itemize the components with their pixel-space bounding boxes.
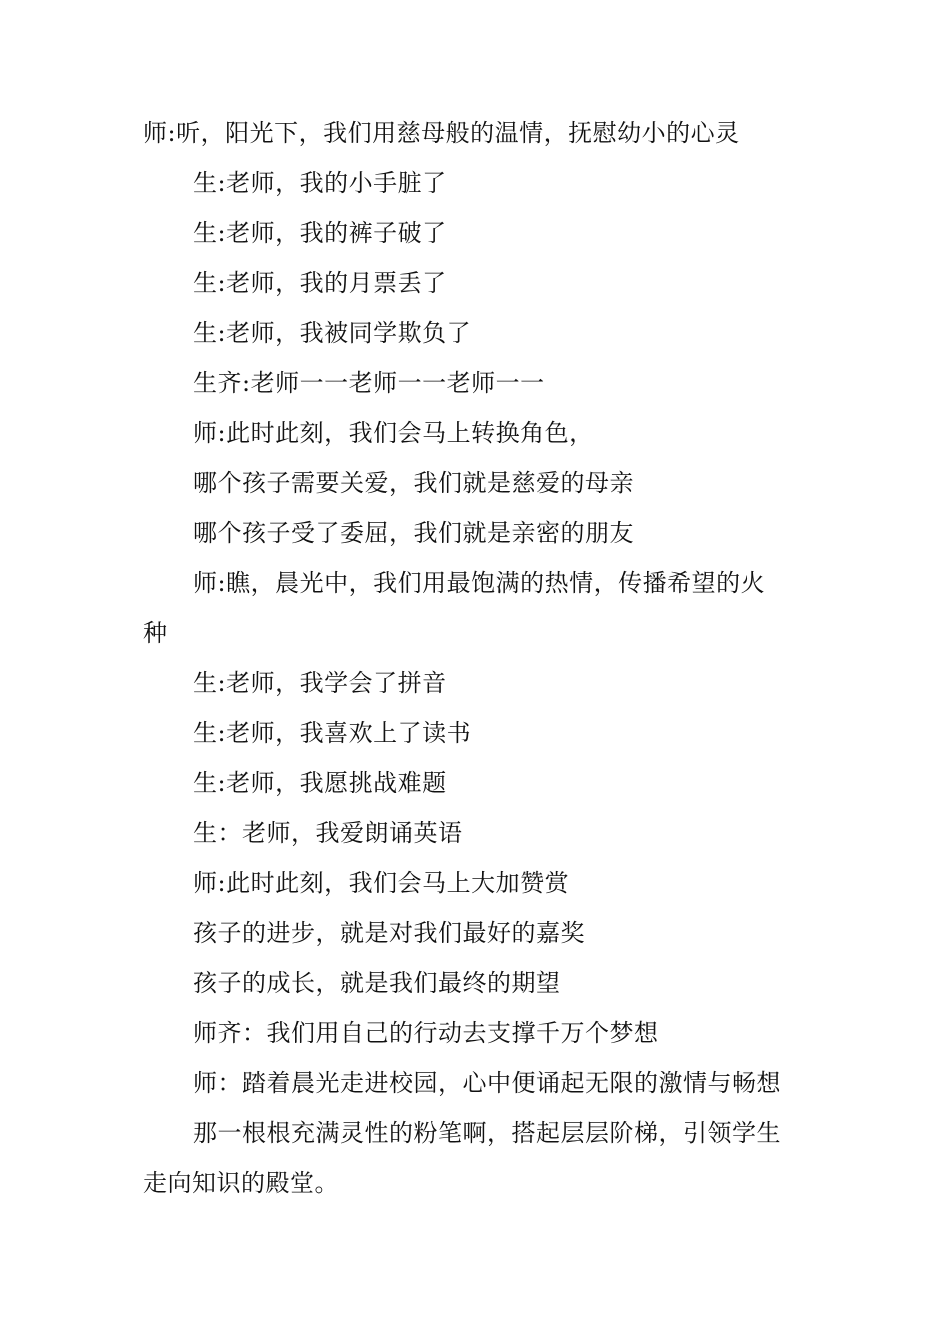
text-line-student: 生:老师，我被同学欺负了 xyxy=(193,319,472,347)
text-line: 哪个孩子需要关爱，我们就是慈爱的母亲 xyxy=(193,469,634,497)
text-line-student: 生:老师，我愿挑战难题 xyxy=(193,769,447,797)
document-body xyxy=(143,108,813,1208)
text-line: 那一根根充满灵性的粉笔啊，搭起层层阶梯，引领学生 xyxy=(193,1119,781,1147)
text-line-continuation: 走向知识的殿堂。 xyxy=(143,1169,339,1197)
text-line-teacher: 师：踏着晨光走进校园，心中便诵起无限的激情与畅想 xyxy=(193,1069,781,1097)
text-line-student: 生:老师，我的裤子破了 xyxy=(193,219,447,247)
text-line-teacher: 师:听，阳光下，我们用慈母般的温情，抚慰幼小的心灵 xyxy=(143,119,740,147)
text-line-student: 生:老师，我喜欢上了读书 xyxy=(193,719,472,747)
text-line-continuation: 种 xyxy=(143,619,168,647)
text-line: 孩子的进步，就是对我们最好的嘉奖 xyxy=(193,919,585,947)
text-line-students-chorus: 生齐:老师一一老师一一老师一一 xyxy=(193,369,545,397)
text-line-student: 生:老师，我学会了拼音 xyxy=(193,669,447,697)
text-line: 哪个孩子受了委屈，我们就是亲密的朋友 xyxy=(193,519,634,547)
text-line-teachers-chorus: 师齐：我们用自己的行动去支撑千万个梦想 xyxy=(193,1019,659,1047)
text-line-student: 生:老师，我的小手脏了 xyxy=(193,169,447,197)
text-line-teacher: 师:此时此刻，我们会马上大加赞赏 xyxy=(193,869,570,897)
text-line: 孩子的成长，就是我们最终的期望 xyxy=(193,969,561,997)
text-line-student: 生：老师，我爱朗诵英语 xyxy=(193,819,463,847)
text-line-student: 生:老师，我的月票丢了 xyxy=(193,269,447,297)
text-line-teacher: 师:瞧，晨光中，我们用最饱满的热情，传播希望的火 xyxy=(193,569,766,597)
text-line-teacher: 师:此时此刻，我们会马上转换角色， xyxy=(193,419,594,447)
